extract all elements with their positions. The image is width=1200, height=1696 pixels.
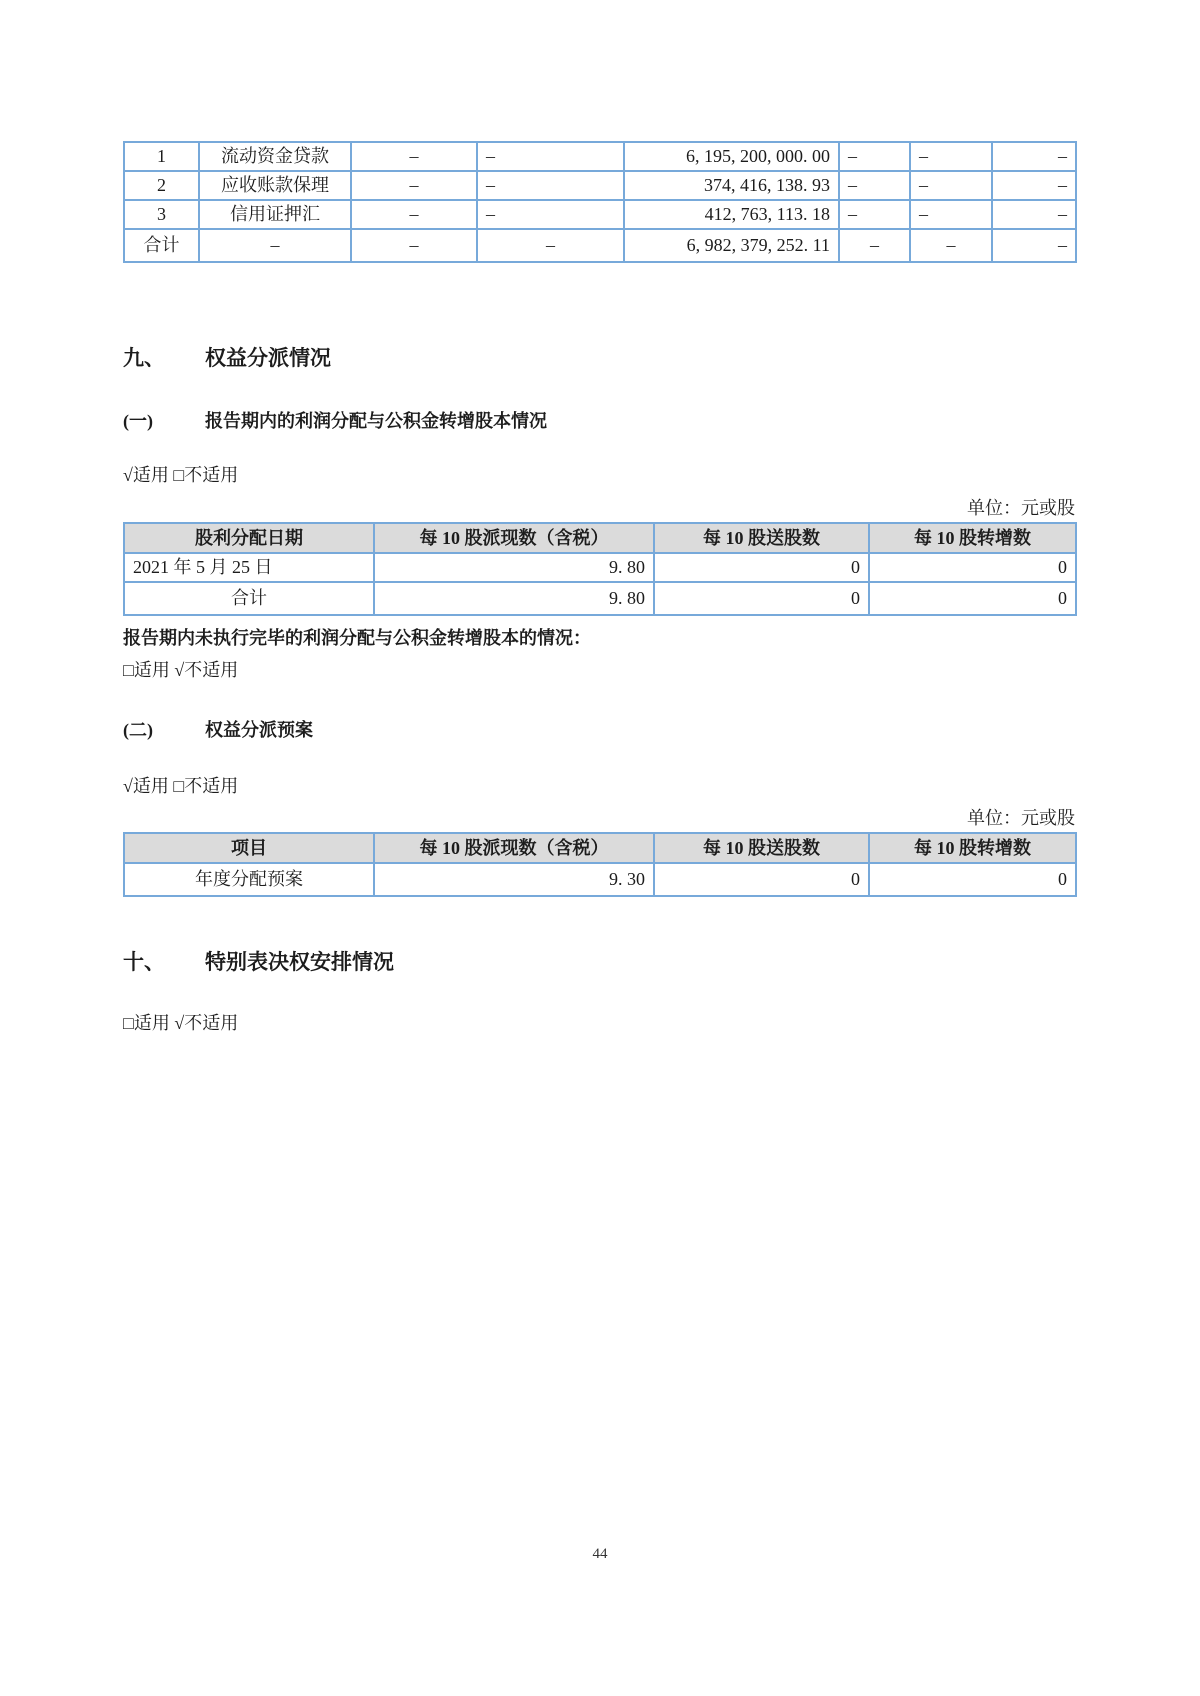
dividend-table-header-row xyxy=(124,523,1076,553)
item-name-cell: 信用证押汇 xyxy=(199,200,351,229)
item-name-cell: 应收账款保理 xyxy=(199,171,351,200)
row-index-cell: 3 xyxy=(124,200,199,229)
table-cell: – xyxy=(477,171,624,200)
item-name-cell: 流动资金贷款 xyxy=(199,142,351,171)
unit-label: 单位：元或股 xyxy=(967,808,1075,828)
section-9-2-number: (二) xyxy=(123,720,153,740)
financing-table xyxy=(123,141,1077,263)
section-10-heading xyxy=(123,949,1077,975)
cash-per-10-shares-cell: 9. 30 xyxy=(374,863,654,896)
table-cell: – xyxy=(992,229,1076,262)
table-cell: – xyxy=(992,171,1076,200)
header-cell: 每 10 股派现数（含税） xyxy=(374,833,654,863)
unit-label: 单位：元或股 xyxy=(967,498,1075,518)
section-10-title: 特别表决权安排情况 xyxy=(205,950,394,974)
cash-per-10-shares-cell: 9. 80 xyxy=(374,553,654,582)
financing-table-row xyxy=(124,171,1076,200)
applicability-line: □适用 √不适用 xyxy=(123,660,239,680)
table-cell: – xyxy=(910,229,992,262)
header-cell: 每 10 股转增数 xyxy=(869,833,1076,863)
pending-distribution-note: 报告期内未执行完毕的利润分配与公积金转增股本的情况： xyxy=(123,628,591,648)
converted-shares-cell: 0 xyxy=(869,553,1076,582)
section-9-heading xyxy=(123,345,1077,371)
header-cell: 每 10 股派现数（含税） xyxy=(374,523,654,553)
table-cell: – xyxy=(910,142,992,171)
header-cell: 项目 xyxy=(124,833,374,863)
table-cell: – xyxy=(839,229,910,262)
section-9-1-heading xyxy=(123,409,1077,433)
section-9-2-heading xyxy=(123,718,1077,742)
section-9-2-title: 权益分派预案 xyxy=(205,720,313,740)
table-cell: – xyxy=(910,200,992,229)
applicability-line: □适用 √不适用 xyxy=(123,1013,239,1033)
table-cell: – xyxy=(910,171,992,200)
dividend-distribution-table xyxy=(123,522,1077,616)
table-cell: – xyxy=(351,200,477,229)
bonus-shares-cell: 0 xyxy=(654,553,869,582)
bonus-shares-cell: 0 xyxy=(654,582,869,615)
bonus-shares-cell: 0 xyxy=(654,863,869,896)
header-cell: 股利分配日期 xyxy=(124,523,374,553)
table-cell: – xyxy=(477,142,624,171)
table-cell: – xyxy=(351,171,477,200)
total-label-cell: 合计 xyxy=(124,582,374,615)
table-cell: – xyxy=(351,229,477,262)
total-amount-cell: 6, 982, 379, 252. 11 xyxy=(624,229,839,262)
table-cell: – xyxy=(839,200,910,229)
dividend-table-row xyxy=(124,553,1076,582)
section-9-1-number: (一) xyxy=(123,411,153,431)
proposal-table-header-row xyxy=(124,833,1076,863)
amount-cell: 374, 416, 138. 93 xyxy=(624,171,839,200)
table-cell: – xyxy=(477,200,624,229)
table-cell: – xyxy=(839,142,910,171)
header-cell: 每 10 股送股数 xyxy=(654,833,869,863)
applicability-line: √适用 □不适用 xyxy=(123,465,239,485)
financing-table-row xyxy=(124,142,1076,171)
distribution-proposal-table xyxy=(123,832,1077,897)
table-cell: – xyxy=(992,142,1076,171)
amount-cell: 6, 195, 200, 000. 00 xyxy=(624,142,839,171)
row-index-cell: 2 xyxy=(124,171,199,200)
section-9-title: 权益分派情况 xyxy=(205,346,331,370)
header-cell: 每 10 股送股数 xyxy=(654,523,869,553)
row-index-cell: 1 xyxy=(124,142,199,171)
section-9-1-title: 报告期内的利润分配与公积金转增股本情况 xyxy=(205,411,547,431)
converted-shares-cell: 0 xyxy=(869,582,1076,615)
amount-cell: 412, 763, 113. 18 xyxy=(624,200,839,229)
page-number: 44 xyxy=(592,1546,608,1562)
section-10-number: 十、 xyxy=(123,950,165,974)
total-label-cell: 合计 xyxy=(124,229,199,262)
table-cell: – xyxy=(199,229,351,262)
section-9-number: 九、 xyxy=(123,346,165,370)
table-cell: – xyxy=(992,200,1076,229)
document-content xyxy=(123,0,1077,1035)
proposal-table-row xyxy=(124,863,1076,896)
dividend-date-cell: 2021 年 5 月 25 日 xyxy=(124,553,374,582)
converted-shares-cell: 0 xyxy=(869,863,1076,896)
table-cell: – xyxy=(351,142,477,171)
financing-table-row xyxy=(124,200,1076,229)
proposal-item-cell: 年度分配预案 xyxy=(124,863,374,896)
financing-table-total-row xyxy=(124,229,1076,262)
dividend-table-total-row xyxy=(124,582,1076,615)
table-cell: – xyxy=(477,229,624,262)
cash-per-10-shares-cell: 9. 80 xyxy=(374,582,654,615)
header-cell: 每 10 股转增数 xyxy=(869,523,1076,553)
table-cell: – xyxy=(839,171,910,200)
applicability-line: √适用 □不适用 xyxy=(123,776,239,796)
